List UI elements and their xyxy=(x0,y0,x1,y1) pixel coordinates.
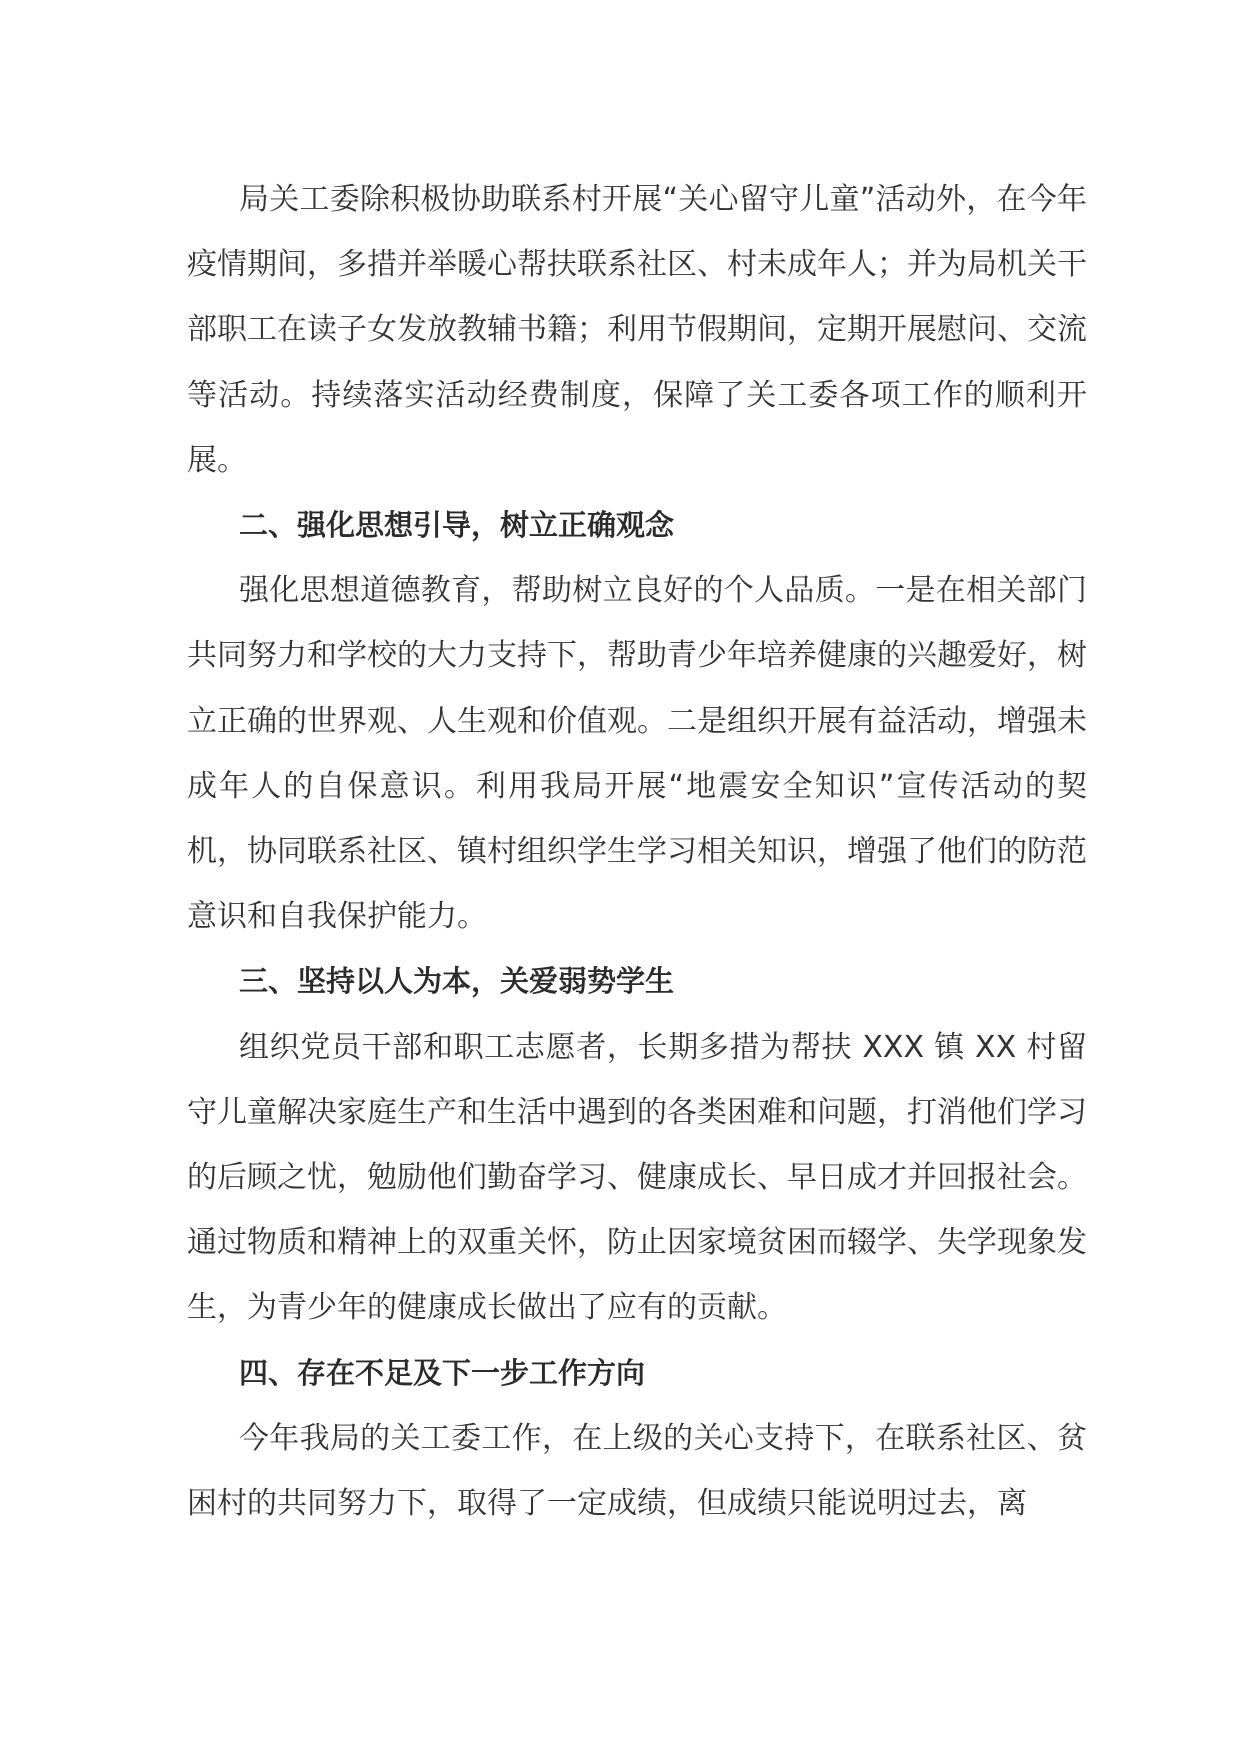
paragraph: 强化思想道德教育，帮助树立良好的个人品质。一是在相关部门共同努力和学校的大力支持下，帮助青少年培养健康的兴趣爱好，树立正确的世界观、人生观和价值观。二是组织开展有益活动，增强未成年人的自保意识。利用我局开展“地震安全知识”宣传活动的契机，协同联系社区、镇村组织学生学习相关知识，增强了他们的防范意识和自我保护能力。 xyxy=(187,573,1087,935)
section-heading: 二、强化思想引导，树立正确观念 xyxy=(239,508,675,543)
paragraph: 今年我局的关工委工作，在上级的关心支持下，在联系社区、贫困村的共同努力下，取得了一定成绩，但成绩只能说明过去，离 xyxy=(187,1420,1087,1522)
section-heading: 三、坚持以人为本，关爱弱势学生 xyxy=(239,964,675,999)
section-heading: 四、存在不足及下一步工作方向 xyxy=(239,1355,646,1390)
paragraph: 局关工委除积极协助联系村开展“关心留守儿童”活动外，在今年疫情期间，多措并举暖心帮扶联系社区、村未成年人；并为局机关干部职工在读子女发放教辅书籍；利用节假期间，定期开展慰问、交流等活动。持续落实活动经费制度，保障了关工委各项工作的顺利开展。 xyxy=(187,182,1087,478)
paragraph: 组织党员干部和职工志愿者，长期多措为帮扶 XXX 镇 XX 村留守儿童解决家庭生产和生活中遇到的各类困难和问题，打消他们学习的后顾之忧，勉励他们勤奋学习、健康成长、早日成才并回报社会。通过物质和精神上的双重关怀，防止因家境贫困而辍学、失学现象发生，为青少年的健康成长做出了应有的贡献。 xyxy=(187,1029,1087,1326)
document-body xyxy=(187,167,1087,1536)
